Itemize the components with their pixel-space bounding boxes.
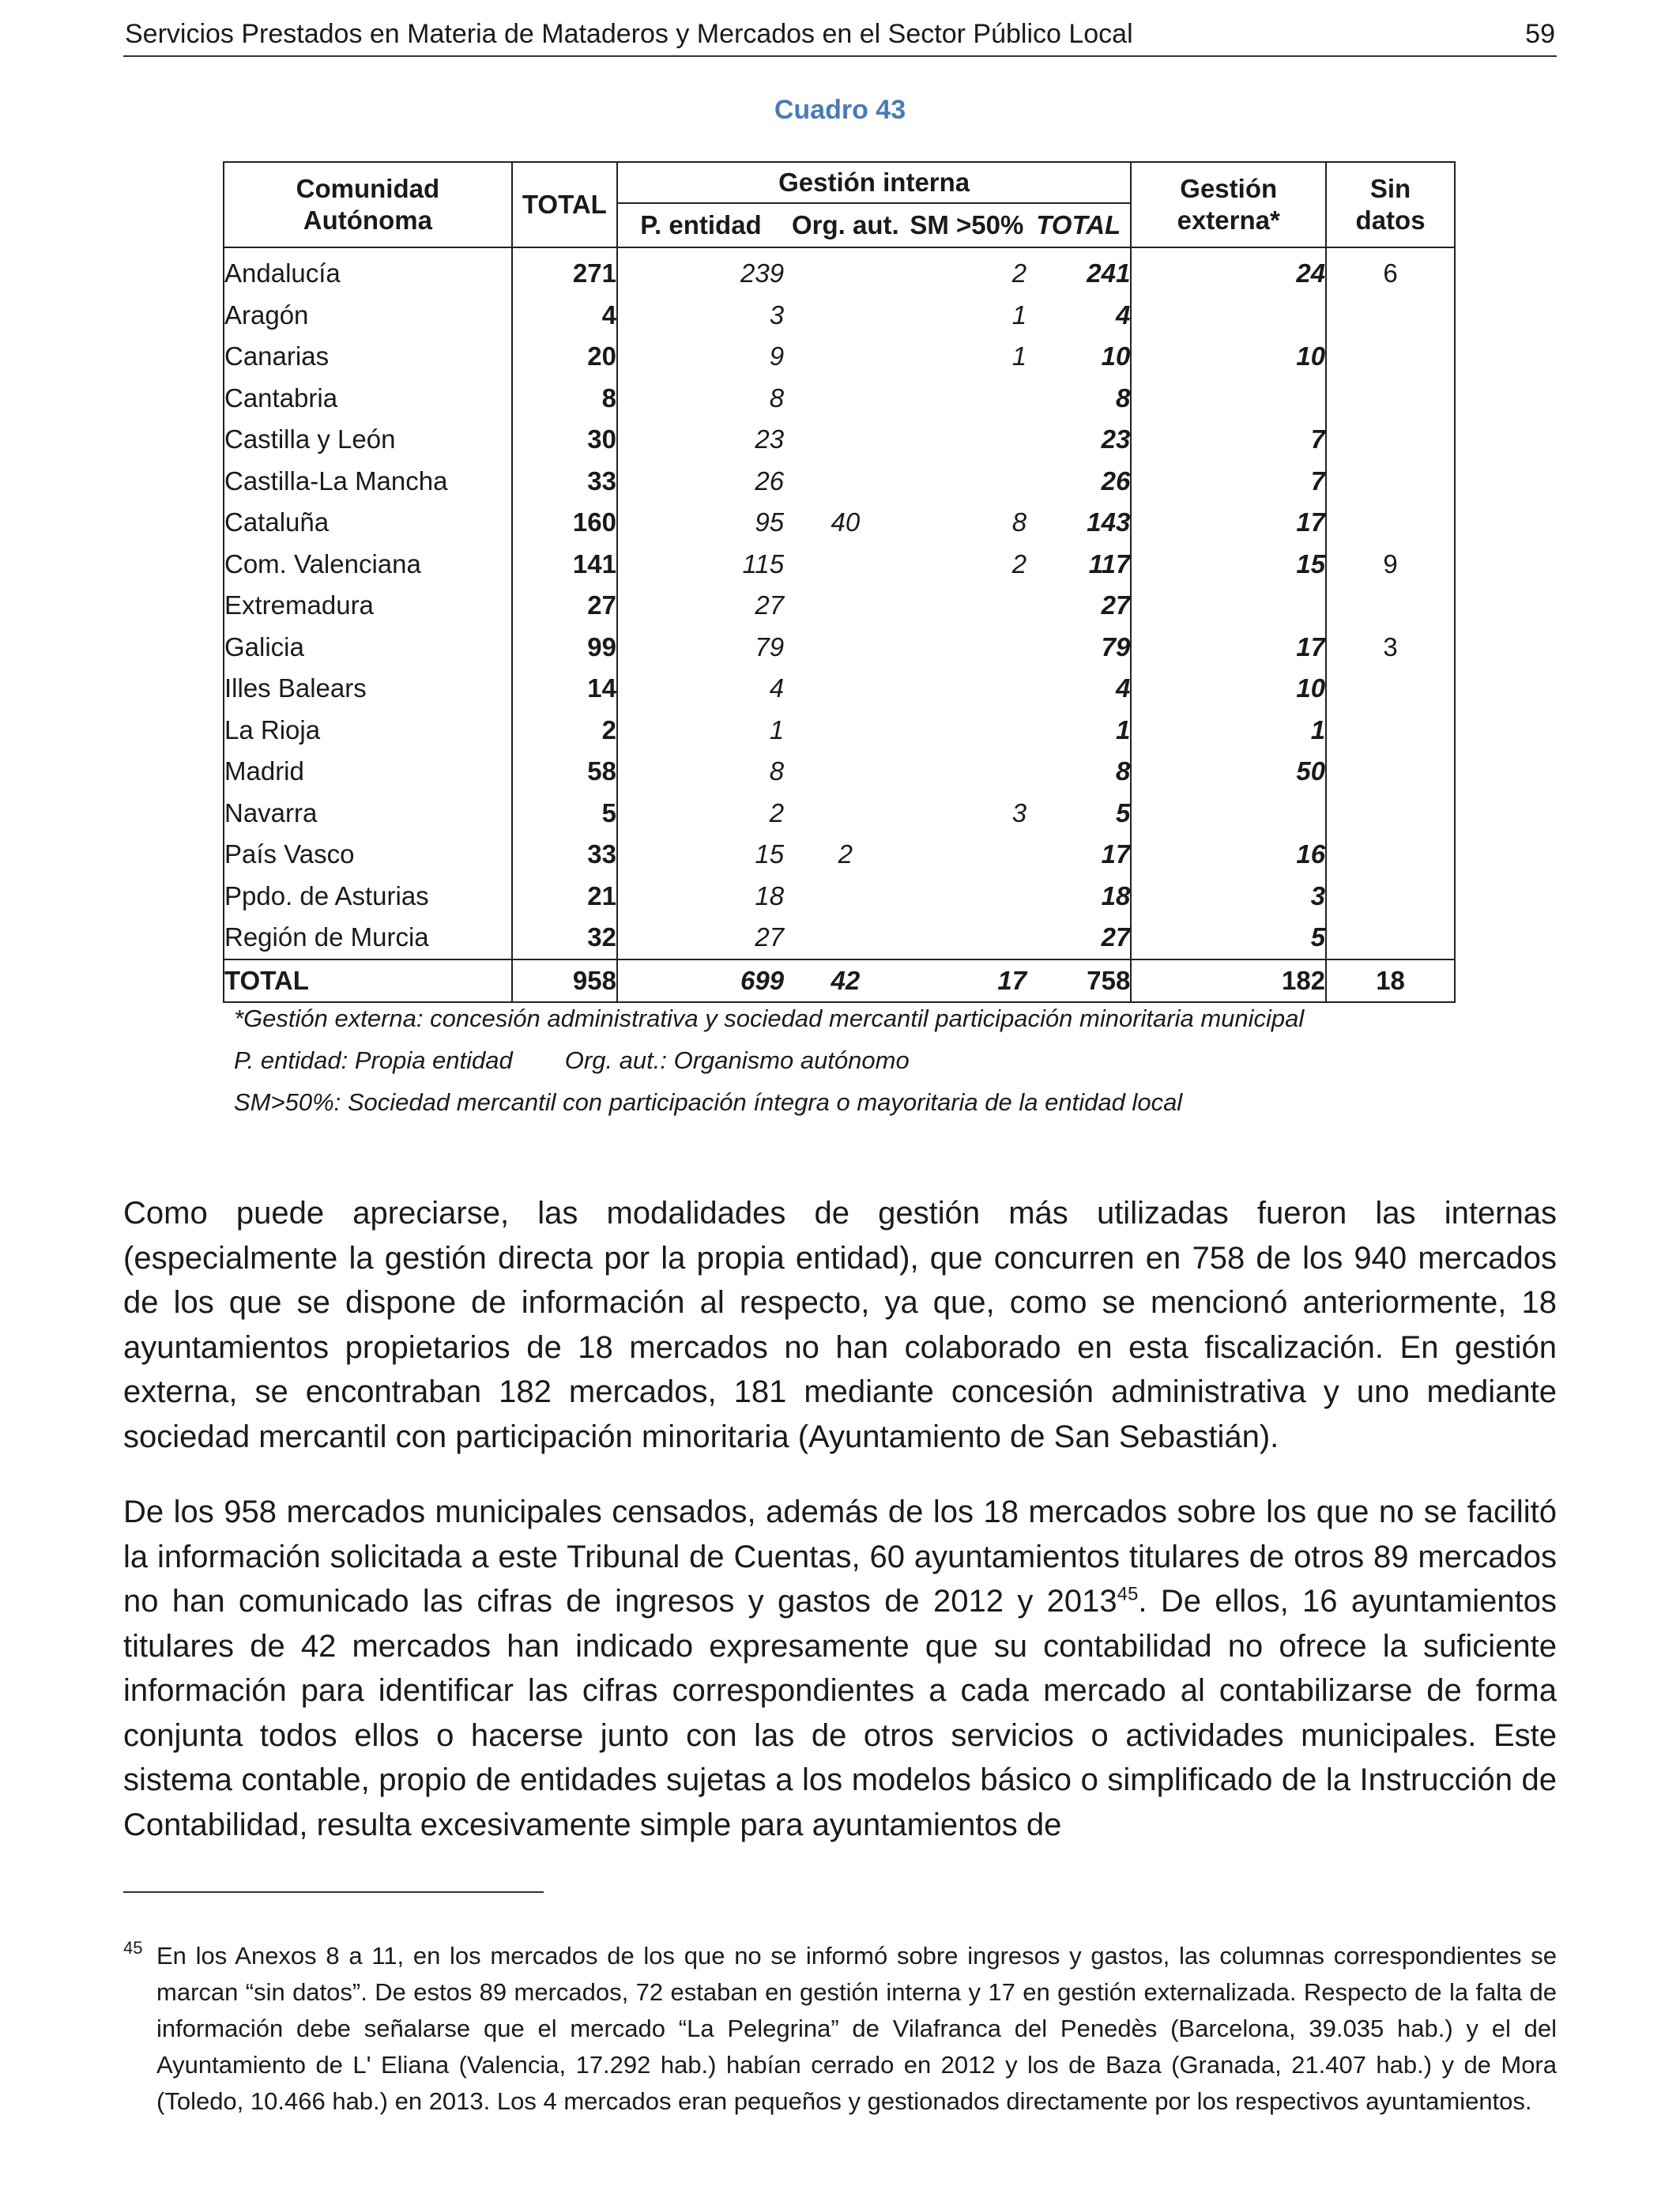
cell-comunidad: País Vasco (224, 834, 512, 876)
table-row (224, 751, 1455, 793)
cell-gestion-externa: 24 (1131, 247, 1326, 295)
cell-sm (907, 876, 1027, 918)
cell-sin-datos (1326, 378, 1455, 420)
cell-gestion-externa: 10 (1131, 336, 1326, 378)
cell-sin-datos (1326, 336, 1455, 378)
cell-total: 2 (512, 710, 617, 752)
table-row (224, 585, 1455, 627)
cell-gi-total: 26 (1101, 466, 1131, 496)
cell-p-entidad: 239 (617, 247, 784, 295)
table-row (224, 793, 1455, 835)
paragraph-2-part2: . De ellos, 16 ayuntamientos titulares de 42 mercados han indicado expresamente que su contabilidad no ofrece la suficiente información para identificar las cifras correspondientes a cada mercado al contabilizarse de forma conjunta todos ellos o hacerse junto con las de otros servicios o actividades municipales. Este sistema contable, propio de entidades sujetas a los modelos básico o simplificado de la Instrucción de Contabilidad, resulta excesivamente simple para ayuntamientos de (123, 1584, 1557, 1842)
cell-comunidad: Extremadura (224, 585, 512, 627)
cell-gi-total: 18 (1101, 880, 1131, 910)
table-row (224, 419, 1455, 461)
paragraph-2 (123, 1490, 1557, 1847)
paragraph-1: Como puede apreciarse, las modalidades de gestión más utilizadas fueron las internas (especialmente la gestión directa por la propia entidad), que concurren en 758 de los 940 mercados de los que se dispone de información al respecto, ya que, como se mencionó anteriormente, 18 ayuntamientos propietarios de 18 mercados no han colaborado en esta fiscalización. En gestión externa, se encontraban 182 mercados, 181 mediante concesión administrativa y uno mediante sociedad mercantil con participación minoritaria (Ayuntamiento de San Sebastián). (123, 1196, 1557, 1454)
cell-sm (907, 378, 1027, 420)
table-row (224, 917, 1455, 959)
cell-gi-total: 143 (1087, 507, 1131, 537)
cell-org-aut (784, 419, 907, 461)
cell-org-aut (784, 247, 907, 295)
header-sm: SM >50% (907, 203, 1027, 247)
table-row (224, 295, 1455, 337)
cell-p-entidad: 4 (617, 668, 784, 710)
cell-gestion-externa (1131, 295, 1326, 337)
cell-p-entidad: 2 (617, 793, 784, 835)
cell-sm: 2 (1011, 258, 1027, 288)
cell-gi-total: 10 (1101, 341, 1131, 371)
cell-sm (907, 751, 1027, 793)
cell-sin-datos (1326, 876, 1455, 918)
cell-gi-total: 8 (1115, 383, 1131, 413)
cell-gestion-externa: 15 (1131, 544, 1326, 586)
cell-sm: 8 (1011, 507, 1027, 537)
cell-sm (907, 710, 1027, 752)
cell-comunidad: Ppdo. de Asturias (224, 876, 512, 918)
cell-sin-datos: 9 (1326, 544, 1455, 586)
footnote-divider (123, 1891, 544, 1893)
header-title: Servicios Prestados en Materia de Mataderos y Mercados en el Sector Público Local (125, 19, 1133, 49)
table-row (224, 544, 1455, 586)
cell-sm (907, 461, 1027, 503)
cell-total: 33 (512, 834, 617, 876)
cell-gestion-externa: 17 (1131, 502, 1326, 544)
table-row (224, 627, 1455, 669)
cell-p-entidad: 8 (617, 378, 784, 420)
cell-total: 32 (512, 917, 617, 959)
cell-sin-datos (1326, 751, 1455, 793)
cell-org-aut (784, 378, 907, 420)
cell-p-entidad: 699 (617, 959, 784, 1003)
cell-sin-datos: 18 (1326, 959, 1455, 1003)
header-total: TOTAL (512, 162, 617, 247)
table-title: Cuadro 43 (774, 95, 906, 125)
table-row (224, 710, 1455, 752)
cell-org-aut (784, 336, 907, 378)
cell-org-aut (784, 585, 907, 627)
table-row (224, 461, 1455, 503)
cell-gi-total: 17 (1101, 839, 1131, 869)
cell-sm: 2 (1011, 548, 1027, 579)
cell-gestion-externa: 1 (1131, 710, 1326, 752)
cell-gi-total: 5 (1115, 797, 1131, 827)
cell-p-entidad: 115 (617, 544, 784, 586)
cell-total: 141 (512, 544, 617, 586)
cell-sin-datos (1326, 461, 1455, 503)
cell-comunidad: Cataluña (224, 502, 512, 544)
cell-comunidad: Región de Murcia (224, 917, 512, 959)
cell-org-aut (784, 751, 907, 793)
cell-org-aut (784, 627, 907, 669)
cell-p-entidad: 9 (617, 336, 784, 378)
table-row (224, 336, 1455, 378)
header-p-entidad: P. entidad (617, 203, 784, 247)
cell-gestion-externa: 3 (1131, 876, 1326, 918)
cell-sin-datos: 3 (1326, 627, 1455, 669)
footnote-reference[interactable]: 45 (1117, 1583, 1139, 1605)
cell-comunidad: Castilla-La Mancha (224, 461, 512, 503)
cell-gestion-externa: 7 (1131, 461, 1326, 503)
cell-org-aut (784, 295, 907, 337)
footnote (123, 1938, 1557, 2120)
cell-total: 27 (512, 585, 617, 627)
cell-sin-datos (1326, 793, 1455, 835)
cell-gi-total: 27 (1101, 590, 1131, 620)
cell-gi-total: 758 (1026, 959, 1131, 1003)
cell-comunidad: Galicia (224, 627, 512, 669)
cell-comunidad: TOTAL (224, 959, 512, 1003)
paragraph-2-part1: De los 958 mercados municipales censados, además de los 18 mercados sobre los que no se facilitó la información solicitada a este Tribunal de Cuentas, 60 ayuntamientos titulares de otros 89 mercados no han comunicado las cifras de ingresos y gastos de 2012 y 2013 (123, 1495, 1557, 1619)
cell-sin-datos (1326, 585, 1455, 627)
cell-sm: 3 (1011, 797, 1027, 827)
cell-sin-datos (1326, 710, 1455, 752)
cell-gestion-externa (1131, 378, 1326, 420)
footnote-text: En los Anexos 8 a 11, en los mercados de los que no se informó sobre ingresos y gastos, las columnas correspondientes se marcan “sin datos”. De estos 89 mercados, 72 estaban en gestión interna y 17 en gestión externalizada. Respecto de la falta de información debe señalarse que el mercado “La Pelegrina” de Vilafranca del Penedès (Barcelona, 39.035 hab.) y el del Ayuntamiento de L' Eliana (Valencia, 17.292 hab.) habían cerrado en 2012 y los de Baza (Granada, 21.407 hab.) y de Mora (Toledo, 10.466 hab.) en 2013. Los 4 mercados eran pequeños y gestionados directamente por los respectivos ayuntamientos. (156, 1942, 1557, 2115)
cell-org-aut (784, 876, 907, 918)
header-gi-total: TOTAL (1026, 203, 1131, 247)
page-header (123, 16, 1557, 57)
note-sm: SM>50%: Sociedad mercantil con participación íntegra o mayoritaria de la entidad local (234, 1088, 1183, 1116)
cell-comunidad: Illes Balears (224, 668, 512, 710)
cell-comunidad: Navarra (224, 793, 512, 835)
cell-p-entidad: 8 (617, 751, 784, 793)
cell-sm (907, 917, 1027, 959)
cell-comunidad: Castilla y León (224, 419, 512, 461)
header-sin-datos: Sin datos (1326, 162, 1455, 247)
footnote-number: 45 (123, 1938, 143, 1958)
table-row (224, 876, 1455, 918)
cell-org-aut (784, 461, 907, 503)
table-notes (234, 997, 1304, 1123)
cell-gestion-externa (1131, 585, 1326, 627)
note-abbreviations (234, 1039, 1304, 1081)
cell-p-entidad: 27 (617, 917, 784, 959)
table-row (224, 247, 1455, 295)
cell-p-entidad: 95 (617, 502, 784, 544)
cell-gestion-externa (1131, 793, 1326, 835)
page-number: 59 (1525, 19, 1555, 49)
header-comunidad: Comunidad Autónoma (224, 162, 512, 247)
cell-total: 271 (512, 247, 617, 295)
cell-sm (907, 834, 1027, 876)
cell-gestion-externa: 7 (1131, 419, 1326, 461)
header-gestion-interna: Gestión interna (617, 162, 1131, 203)
cell-sm (907, 627, 1027, 669)
cell-gi-total: 27 (1101, 922, 1131, 952)
cell-org-aut: 40 (831, 507, 861, 537)
cell-gi-total: 8 (1115, 756, 1131, 786)
cell-p-entidad: 18 (617, 876, 784, 918)
table-row (224, 378, 1455, 420)
header-org-aut: Org. aut. (784, 203, 907, 247)
cell-p-entidad: 27 (617, 585, 784, 627)
cell-sin-datos (1326, 917, 1455, 959)
cell-gi-total: 79 (1101, 631, 1131, 662)
header-gestion-externa: Gestión externa* (1131, 162, 1326, 247)
cell-gi-total: 117 (1088, 548, 1131, 579)
cell-gi-total: 1 (1115, 714, 1131, 745)
cell-sin-datos (1326, 295, 1455, 337)
cell-sin-datos (1326, 668, 1455, 710)
cell-sm (907, 668, 1027, 710)
cell-comunidad: La Rioja (224, 710, 512, 752)
cell-p-entidad: 23 (617, 419, 784, 461)
cell-total: 14 (512, 668, 617, 710)
cell-total: 33 (512, 461, 617, 503)
cell-p-entidad: 1 (617, 710, 784, 752)
cell-gestion-externa: 5 (1131, 917, 1326, 959)
markets-table (223, 161, 1456, 1003)
cell-sm (907, 419, 1027, 461)
cell-comunidad: Andalucía (224, 247, 512, 295)
cell-total: 30 (512, 419, 617, 461)
table-total-row (224, 959, 1455, 1003)
cell-gestion-externa: 16 (1131, 834, 1326, 876)
cell-gestion-externa: 17 (1131, 627, 1326, 669)
cell-total: 21 (512, 876, 617, 918)
cell-comunidad: Aragón (224, 295, 512, 337)
cell-total: 58 (512, 751, 617, 793)
cell-p-entidad: 26 (617, 461, 784, 503)
cell-total: 4 (512, 295, 617, 337)
cell-comunidad: Cantabria (224, 378, 512, 420)
cell-org-aut: 2 (838, 839, 853, 869)
table-row (224, 502, 1455, 544)
cell-comunidad: Com. Valenciana (224, 544, 512, 586)
cell-sm: 1 (1011, 341, 1027, 371)
table-body (224, 247, 1455, 1002)
cell-gi-total: 4 (1115, 673, 1131, 703)
cell-sin-datos (1326, 502, 1455, 544)
cell-total: 20 (512, 336, 617, 378)
cell-sm: 17 (907, 959, 1027, 1003)
cell-gestion-externa: 50 (1131, 751, 1326, 793)
note-p-entidad: P. entidad: Propia entidad (234, 1046, 513, 1074)
cell-total: 99 (512, 627, 617, 669)
cell-comunidad: Madrid (224, 751, 512, 793)
table-row (224, 668, 1455, 710)
cell-p-entidad: 3 (617, 295, 784, 337)
cell-org-aut (784, 793, 907, 835)
cell-org-aut (784, 544, 907, 586)
cell-sin-datos (1326, 834, 1455, 876)
cell-org-aut (784, 668, 907, 710)
cell-total: 958 (512, 959, 617, 1003)
cell-total: 160 (512, 502, 617, 544)
cell-gi-total: 23 (1101, 424, 1131, 454)
cell-sm: 1 (1011, 300, 1027, 330)
cell-sin-datos: 6 (1326, 247, 1455, 295)
cell-gi-total: 4 (1115, 300, 1131, 330)
cell-total: 8 (512, 378, 617, 420)
table-row (224, 834, 1455, 876)
cell-p-entidad: 15 (617, 834, 784, 876)
cell-org-aut (784, 710, 907, 752)
cell-gestion-externa: 182 (1131, 959, 1326, 1003)
cell-sm (907, 585, 1027, 627)
cell-org-aut (784, 917, 907, 959)
note-org-aut: Org. aut.: Organismo autónomo (564, 1046, 910, 1074)
note-gestion-externa: *Gestión externa: concesión administrativa y sociedad mercantil participación minoritaria municipal (234, 1005, 1305, 1032)
cell-total: 5 (512, 793, 617, 835)
cell-gestion-externa: 10 (1131, 668, 1326, 710)
cell-sin-datos (1326, 419, 1455, 461)
cell-comunidad: Canarias (224, 336, 512, 378)
cell-p-entidad: 79 (617, 627, 784, 669)
cell-org-aut: 42 (784, 959, 907, 1003)
cell-gi-total: 241 (1087, 258, 1131, 288)
